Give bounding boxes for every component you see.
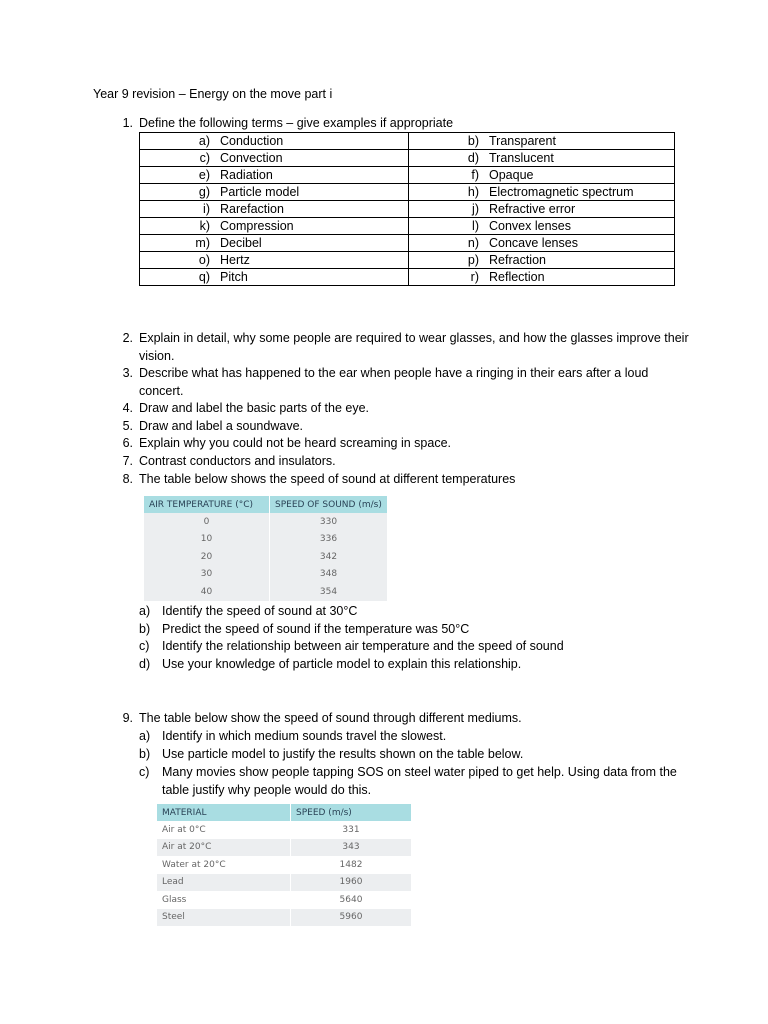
question-9-part-b: b) Use particle model to justify the results shown on the table below. xyxy=(139,747,524,761)
term: Concave lenses xyxy=(489,236,578,250)
question-9-part-a: a) Identify in which medium sounds travel the slowest. xyxy=(139,729,447,743)
table-row: 30 348 xyxy=(144,566,388,584)
term: Transparent xyxy=(489,134,556,148)
terms-row: e) Radiation f) Opaque xyxy=(140,167,675,184)
question-1 xyxy=(113,115,693,133)
table-header-row xyxy=(157,804,412,821)
term: Reflection xyxy=(489,270,545,284)
term: Convection xyxy=(220,151,283,165)
term: Compression xyxy=(220,219,294,233)
table-row: Air at 20°C 343 xyxy=(157,839,412,857)
terms-row: i) Rarefaction j) Refractive error xyxy=(140,201,675,218)
material-speed-table xyxy=(157,804,412,926)
terms-row: k) Compression l) Convex lenses xyxy=(140,218,675,235)
column-header: SPEED (m/s) xyxy=(291,804,412,821)
table-row: Lead 1960 xyxy=(157,874,412,892)
page-title: Year 9 revision – Energy on the move part i xyxy=(93,87,333,101)
term: Rarefaction xyxy=(220,202,284,216)
term: Refractive error xyxy=(489,202,576,216)
term: Translucent xyxy=(489,151,554,165)
question-8-part-a: a) Identify the speed of sound at 30°C xyxy=(139,604,358,618)
question-5: 5. Draw and label a soundwave. xyxy=(122,419,303,433)
terms-row: a) Conduction b) Transparent xyxy=(140,133,675,150)
question-9-part-c: c) Many movies show people tapping SOS on steel water piped to get help. Using data from the table justify why people would do this. xyxy=(139,765,677,797)
table-row: Glass 5640 xyxy=(157,891,412,909)
temperature-speed-table xyxy=(144,496,388,601)
terms-row: c) Convection d) Translucent xyxy=(140,150,675,167)
table-row: Steel 5960 xyxy=(157,909,412,927)
table-row: Air at 0°C 331 xyxy=(157,821,412,839)
question-6: 6. Explain why you could not be heard screaming in space. xyxy=(122,436,451,450)
terms-row: o) Hertz p) Refraction xyxy=(140,252,675,269)
question-8: 8. The table below shows the speed of sound at different temperatures xyxy=(122,472,516,486)
table-row: 0 330 xyxy=(144,513,388,531)
question-3: 3. Describe what has happened to the ear when people have a ringing in their ears after a loud concert. xyxy=(122,366,649,398)
question-9: 9. The table below show the speed of sound through different mediums. xyxy=(122,711,522,725)
table-row: 40 354 xyxy=(144,583,388,601)
terms-table xyxy=(139,132,675,286)
table-header-row xyxy=(144,496,388,513)
table-row: 10 336 xyxy=(144,531,388,549)
term: Refraction xyxy=(489,253,546,267)
column-header: MATERIAL xyxy=(157,804,291,821)
term: Radiation xyxy=(220,168,273,182)
term: Decibel xyxy=(220,236,262,250)
terms-row: g) Particle model h) Electromagnetic spectrum xyxy=(140,184,675,201)
terms-row: q) Pitch r) Reflection xyxy=(140,269,675,286)
column-header: SPEED OF SOUND (m/s) xyxy=(270,496,388,513)
term: Opaque xyxy=(489,168,534,182)
question-8-part-d: d) Use your knowledge of particle model to explain this relationship. xyxy=(139,657,522,671)
term: Hertz xyxy=(220,253,250,267)
table-row: 20 342 xyxy=(144,548,388,566)
question-2: 2. Explain in detail, why some people are required to wear glasses, and how the glasses improve their vision. xyxy=(122,331,689,363)
term: Pitch xyxy=(220,270,248,284)
question-8-part-c: c) Identify the relationship between air temperature and the speed of sound xyxy=(139,639,564,653)
question-number: 1. xyxy=(122,116,133,130)
term: Particle model xyxy=(220,185,300,199)
question-text: Define the following terms – give examples if appropriate xyxy=(139,116,454,130)
column-header: AIR TEMPERATURE (°C) xyxy=(144,496,270,513)
question-7: 7. Contrast conductors and insulators. xyxy=(122,454,336,468)
question-4: 4. Draw and label the basic parts of the eye. xyxy=(122,401,369,415)
term: Electromagnetic spectrum xyxy=(489,185,634,199)
term: Conduction xyxy=(220,134,284,148)
table-row: Water at 20°C 1482 xyxy=(157,856,412,874)
term: Convex lenses xyxy=(489,219,571,233)
question-8-part-b: b) Predict the speed of sound if the temperature was 50°C xyxy=(139,622,470,636)
terms-row: m) Decibel n) Concave lenses xyxy=(140,235,675,252)
